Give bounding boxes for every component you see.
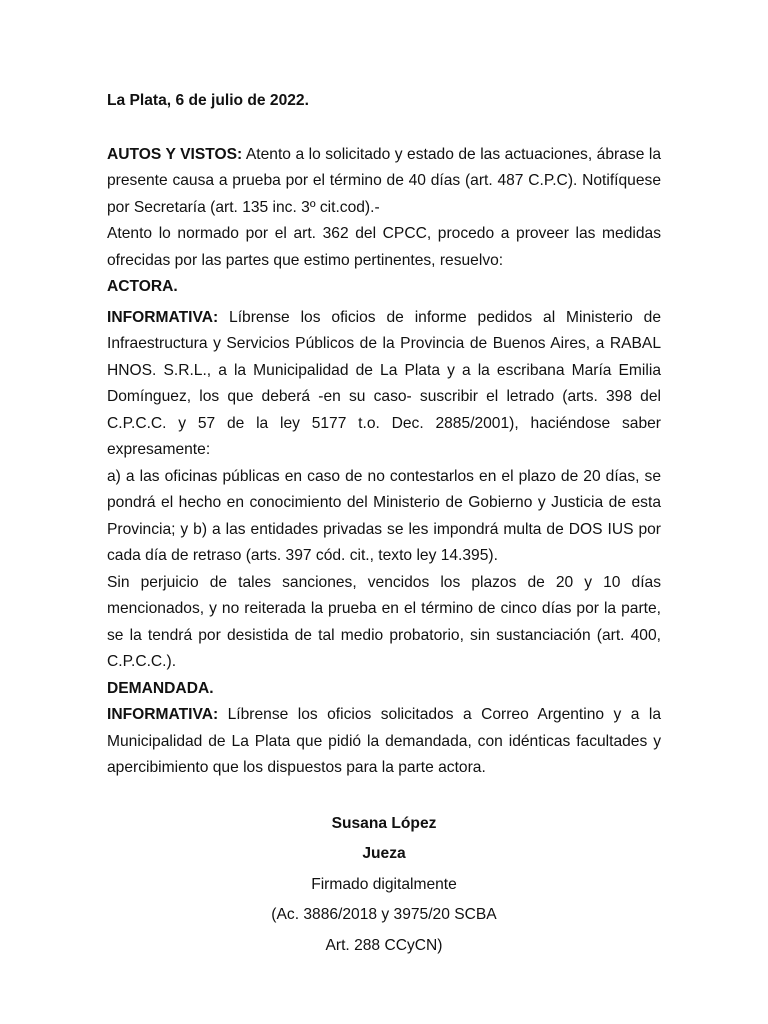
actora-informativa-text: Líbrense los oficios de informe pedidos al Ministerio de Infraestructura y Servicios Públicos de la Provincia de Buenos Aires, a RABAL HNOS. S.R.L., a la Municipalidad de La Plata y a la escribana María Emilia Domínguez, los que deberá -en su caso- suscribir el letrado (arts. 398 del C.P.C.C. y 57 de la ley 5177 t.o. Dec. 2885/2001), haciéndose saber expresamente: <box>107 308 661 458</box>
normado-paragraph: Atento lo normado por el art. 362 del CPCC, procedo a proveer las medidas ofrecidas por las partes que estimo pertinentes, resuelvo: <box>107 225 661 269</box>
autos-lead: AUTOS Y VISTOS: <box>107 145 243 163</box>
signer-name: Susana López <box>331 814 437 832</box>
autos-text: Atento a lo solicitado y estado de las actuaciones, ábrase la presente causa a prueba por el término de 40 días (art. 487 C.P.C). Notifíquese por Secretaría (art. 135 inc. 3º cit.cod).- <box>107 145 661 216</box>
signature-block <box>107 809 661 962</box>
signature-digital-note: Firmado digitalmente <box>311 875 457 893</box>
demandada-heading: DEMANDADA. <box>107 679 214 697</box>
demandada-informativa-paragraph <box>107 702 661 782</box>
actora-informativa-lead: INFORMATIVA: <box>107 308 219 326</box>
signature-article: Art. 288 CCyCN) <box>325 936 443 954</box>
document-page <box>107 88 661 961</box>
autos-paragraph <box>107 142 661 222</box>
signature-regulation: (Ac. 3886/2018 y 3975/20 SCBA <box>271 906 497 923</box>
demandada-informativa-text: Líbrense los oficios solicitados a Correo Argentino y a la Municipalidad de La Plata que pidió la demandada, con idénticas facultades y apercibimiento que los dispuestos para la parte actora. <box>107 706 661 776</box>
actora-informativa-paragraph <box>107 305 661 464</box>
item-a-paragraph: a) a las oficinas públicas en caso de no contestarlos en el plazo de 20 días, se pondrá el hecho en conocimiento del Ministerio de Gobierno y Justicia de esta Provincia; y b) a las entidades privadas se les impondrá multa de DOS IUS por cada día de retraso (arts. 397 cód. cit., texto ley 14.395). <box>107 467 661 564</box>
actora-heading: ACTORA. <box>107 278 178 295</box>
sanciones-paragraph: Sin perjuicio de tales sanciones, vencidos los plazos de 20 y 10 días mencionados, y no reiterada la prueba en el término de cinco días por la parte, se la tendrá por desistida de tal medio probatorio, sin sustanciación (art. 400, C.P.C.C.). <box>107 573 661 670</box>
demandada-informativa-lead: INFORMATIVA: <box>107 706 219 723</box>
document-date: La Plata, 6 de julio de 2022. <box>107 92 309 109</box>
signer-role: Jueza <box>362 845 406 862</box>
